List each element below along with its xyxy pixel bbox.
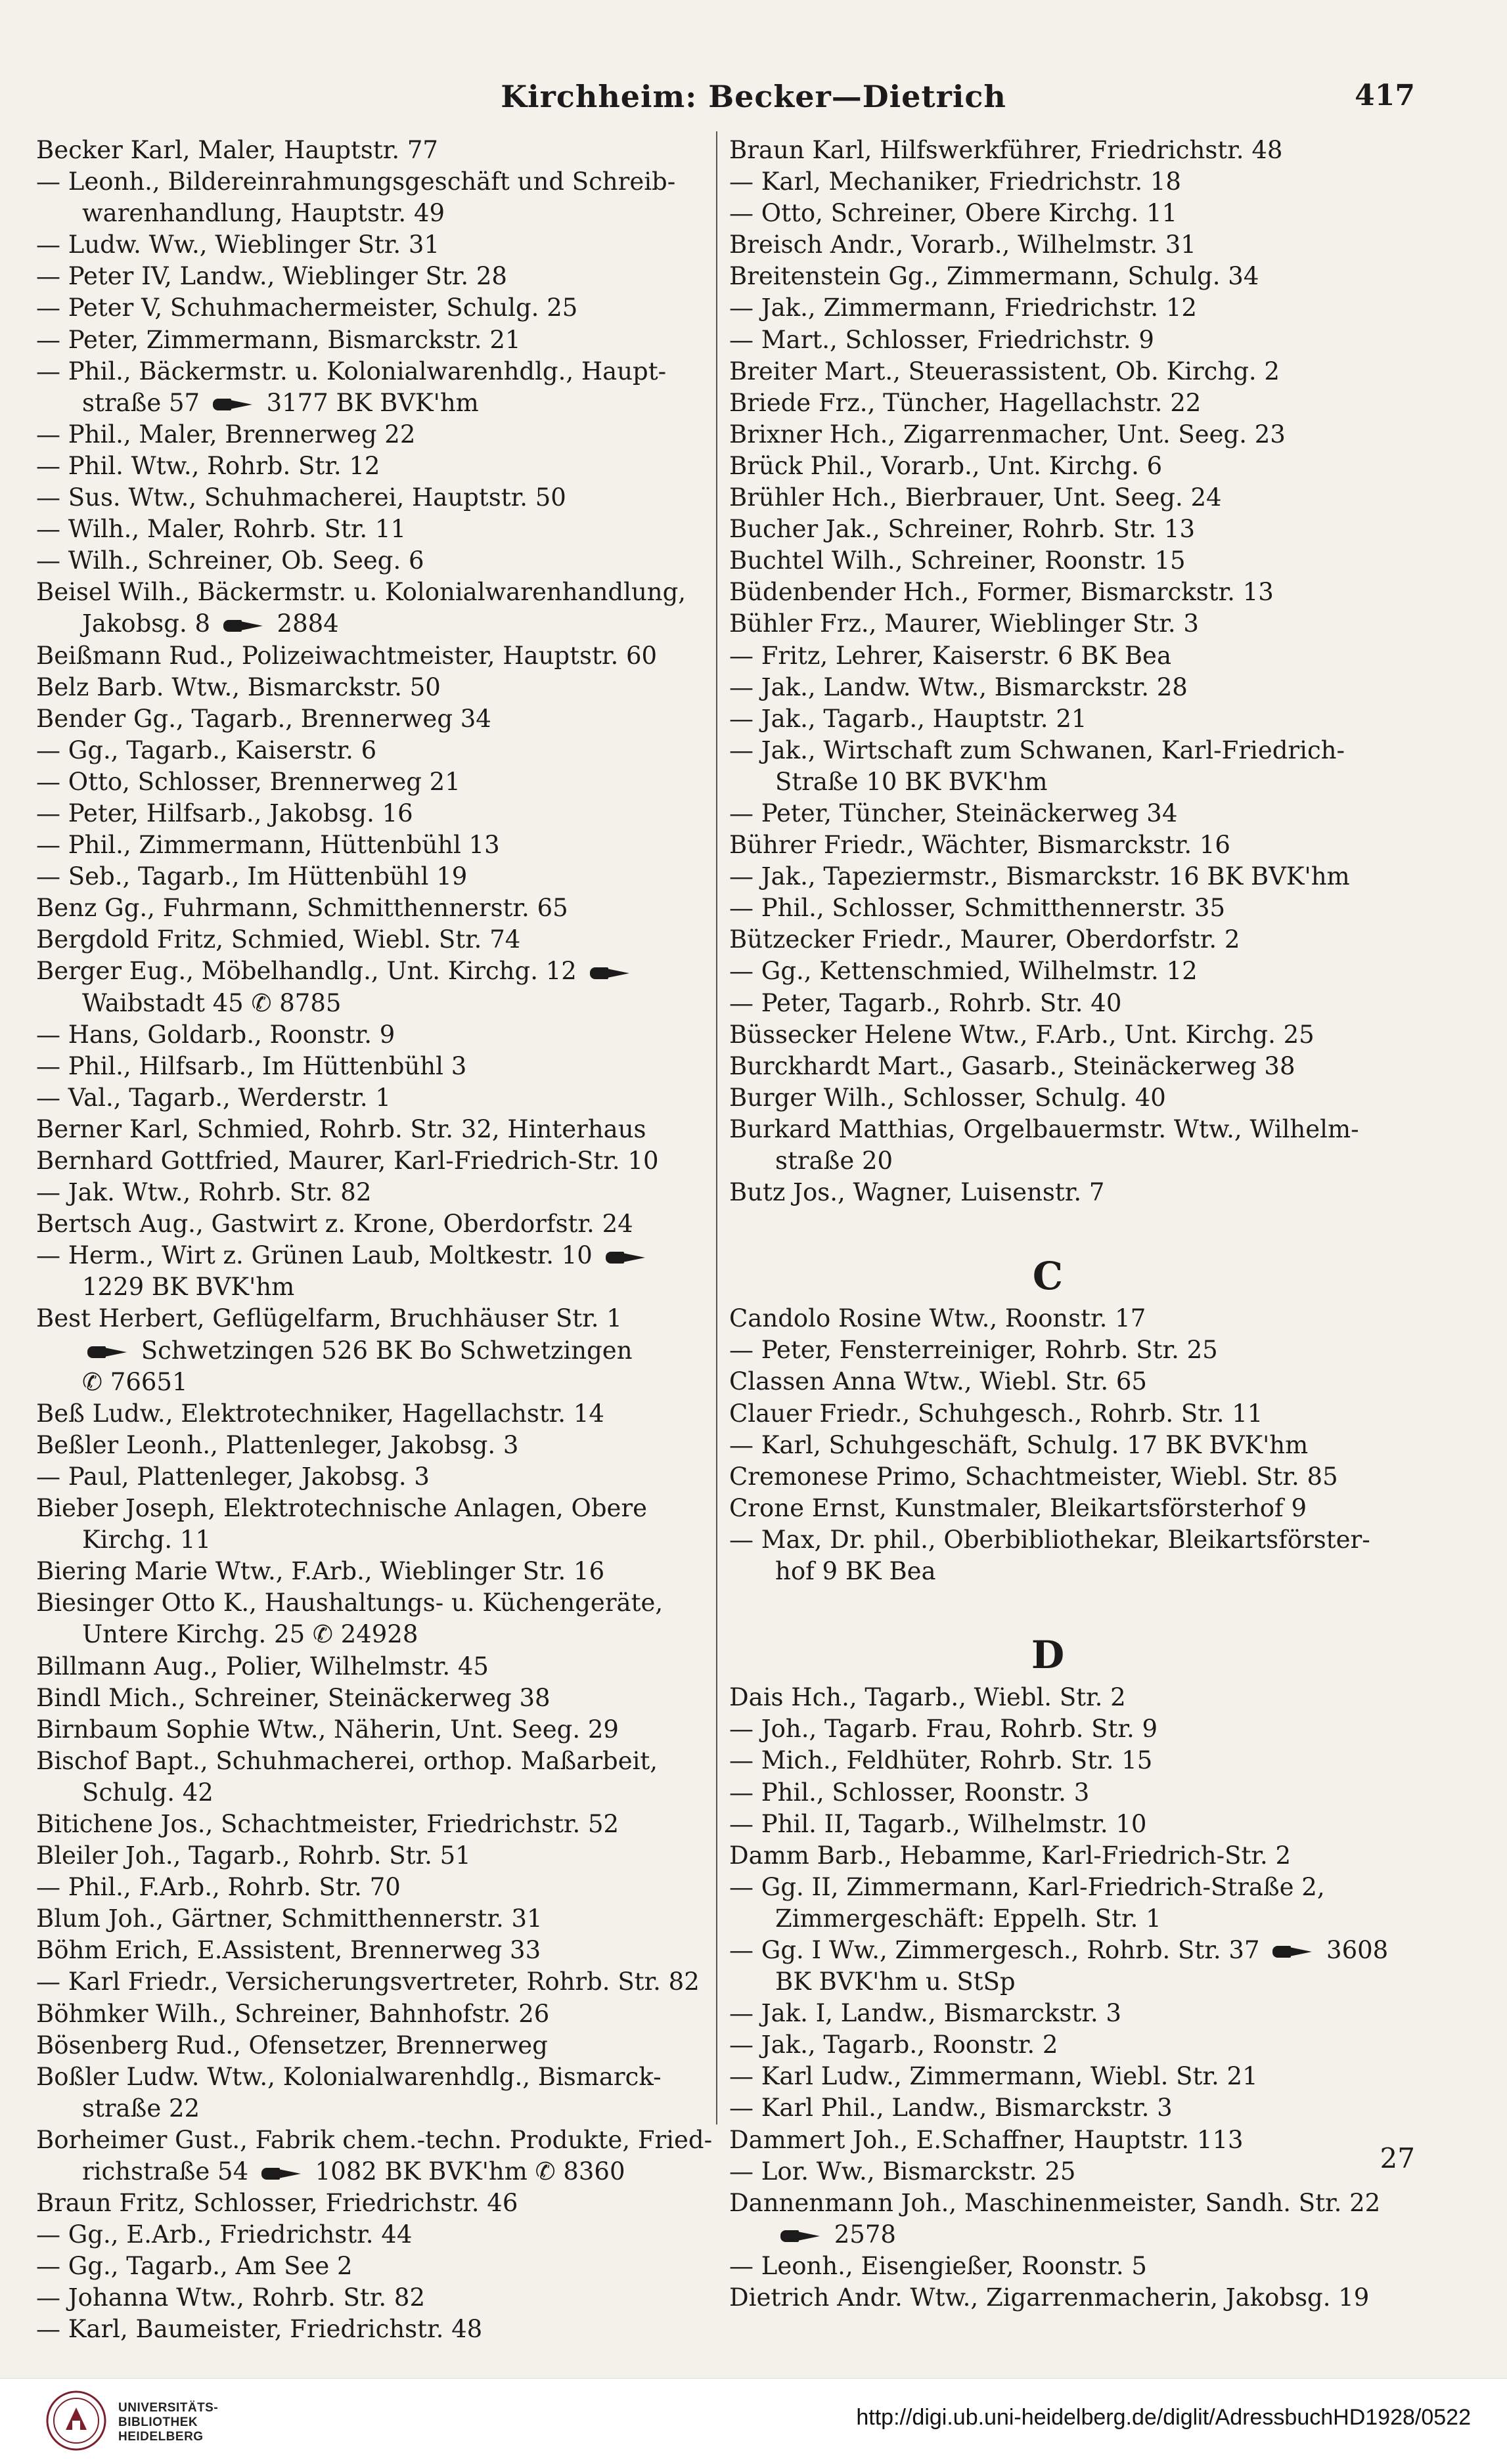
spacer	[729, 1587, 1406, 1619]
directory-entry: — Jak. I, Landw., Bismarckstr. 3	[729, 1999, 1121, 2028]
directory-entry: Buchtel Wilh., Schreiner, Roonstr. 15	[729, 546, 1186, 575]
directory-entry: — Karl Friedr., Versicherungsvertreter, Rohrb. Str. 82	[36, 1968, 700, 1996]
directory-entry: Boßler Ludw. Wtw., Kolonialwarenhdlg., Bismarck-	[36, 2062, 662, 2091]
directory-entry: — Phil., Zimmermann, Hüttenbühl 13	[36, 831, 500, 860]
directory-entry: — Karl Ludw., Zimmermann, Wiebl. Str. 21	[729, 2062, 1258, 2091]
directory-entry: — Peter, Tüncher, Steinäckerweg 34	[729, 799, 1178, 827]
library-logo-text	[118, 2401, 218, 2444]
source-url[interactable]: http://digi.ub.uni-heidelberg.de/diglit/AdressbuchHD1928/0522	[856, 2405, 1471, 2430]
entry-continuation: straße 22	[82, 2094, 200, 2123]
directory-entry: Beisel Wilh., Bäckermstr. u. Kolonialwarenhandlung,	[36, 578, 686, 607]
telephone-icon	[606, 1250, 646, 1265]
directory-entry: — Mich., Feldhüter, Rohrb. Str. 15	[729, 1746, 1153, 1775]
page-number: 417	[1355, 79, 1415, 112]
entry-continuation: ✆ 76651	[82, 1367, 188, 1396]
directory-entry: Briede Frz., Tüncher, Hagellachstr. 22	[729, 388, 1202, 417]
directory-entry: Braun Karl, Hilfswerkführer, Friedrichstr. 48	[729, 136, 1283, 164]
directory-entry: — Herm., Wirt z. Grünen Laub, Moltkestr. 10	[36, 1240, 713, 1271]
footer-bar	[0, 2378, 1507, 2464]
directory-entry: Bitichene Jos., Schachtmeister, Friedrichstr. 52	[36, 1809, 619, 1838]
section-letter: C	[1032, 1254, 1064, 1299]
telegram-icon: ✆	[82, 1367, 103, 1396]
directory-entry: Bindl Mich., Schreiner, Steinäckerweg 38	[36, 1683, 551, 1712]
logo-line-3: HEIDELBERG	[118, 2430, 204, 2444]
directory-entry: Bucher Jak., Schreiner, Rohrb. Str. 13	[729, 515, 1195, 544]
telephone-icon	[590, 966, 631, 980]
telephone-icon	[213, 397, 254, 412]
directory-entry: — Jak., Zimmermann, Friedrichstr. 12	[729, 294, 1197, 322]
telephone-icon	[87, 1345, 128, 1359]
directory-entry: Burkard Matthias, Orgelbauermstr. Wtw., Wilhelm-	[729, 1114, 1359, 1143]
directory-entry: Büdenbender Hch., Former, Bismarckstr. 13	[729, 578, 1274, 607]
directory-entry: Brixner Hch., Zigarrenmacher, Unt. Seeg. 23	[729, 420, 1286, 449]
logo-line-1: UNIVERSITÄTS-	[118, 2401, 219, 2415]
section-letter: D	[1031, 1633, 1065, 1678]
entry-continuation: Untere Kirchg. 25 ✆ 24928	[82, 1620, 418, 1649]
page-header	[0, 79, 1507, 125]
directory-entry: — Phil., Schlosser, Schmitthennerstr. 35	[729, 894, 1226, 923]
directory-entry: — Phil., F.Arb., Rohrb. Str. 70	[36, 1873, 401, 1902]
signature-number: 27	[1380, 2142, 1415, 2174]
directory-entry: Breitenstein Gg., Zimmermann, Schulg. 34	[729, 262, 1259, 291]
directory-entry: Beß Ludw., Elektrotechniker, Hagellachstr. 14	[36, 1399, 604, 1428]
directory-entry: — Mart., Schlosser, Friedrichstr. 9	[729, 325, 1154, 354]
directory-entry: Braun Fritz, Schlosser, Friedrichstr. 46	[36, 2189, 518, 2218]
directory-entry: — Karl Phil., Landw., Bismarckstr. 3	[729, 2094, 1173, 2123]
directory-entry: — Phil., Maler, Brennerweg 22	[36, 420, 416, 449]
directory-entry: — Karl, Baumeister, Friedrichstr. 48	[36, 2315, 483, 2344]
directory-entry: — Karl, Mechaniker, Friedrichstr. 18	[729, 167, 1181, 196]
directory-entry: Breiter Mart., Steuerassistent, Ob. Kirchg. 2	[729, 357, 1280, 385]
directory-entry: — Leonh., Bildereinrahmungsgeschäft und Schreib-	[36, 167, 676, 196]
directory-entry: Bischof Bapt., Schuhmacherei, orthop. Maßarbeit,	[36, 1746, 658, 1775]
directory-entry: — Phil., Hilfsarb., Im Hüttenbühl 3	[36, 1051, 467, 1080]
directory-entry: — Hans, Goldarb., Roonstr. 9	[36, 1020, 395, 1049]
directory-entry: Büssecker Helene Wtw., F.Arb., Unt. Kirchg. 25	[729, 1020, 1315, 1049]
entry-continuation: warenhandlung, Hauptstr. 49	[82, 199, 445, 228]
directory-entry: — Phil. II, Tagarb., Wilhelmstr. 10	[729, 1809, 1147, 1838]
directory-entry: Breisch Andr., Vorarb., Wilhelmstr. 31	[729, 231, 1196, 259]
directory-entry: Bieber Joseph, Elektrotechnische Anlagen, Obere	[36, 1494, 648, 1523]
directory-entry: — Peter IV, Landw., Wieblinger Str. 28	[36, 262, 507, 291]
university-seal-icon	[46, 2390, 106, 2451]
directory-entry: — Paul, Plattenleger, Jakobsg. 3	[36, 1462, 430, 1491]
directory-entry: Birnbaum Sophie Wtw., Näherin, Unt. Seeg. 29	[36, 1715, 619, 1744]
telephone-icon	[261, 2167, 302, 2181]
directory-entry: — Otto, Schlosser, Brennerweg 21	[36, 767, 461, 796]
directory-entry: — Gg., Kettenschmied, Wilhelmstr. 12	[729, 957, 1198, 986]
directory-entry: — Leonh., Eisengießer, Roonstr. 5	[729, 2251, 1147, 2280]
directory-entry: Brühler Hch., Bierbrauer, Unt. Seeg. 24	[729, 483, 1222, 512]
directory-entry: Berner Karl, Schmied, Rohrb. Str. 32, Hinterhaus	[36, 1114, 646, 1143]
directory-entry: — Jak., Tagarb., Hauptstr. 21	[729, 704, 1087, 733]
directory-entry: — Peter V, Schuhmachermeister, Schulg. 25	[36, 294, 578, 322]
directory-entry: — Jak., Tapeziermstr., Bismarckstr. 16 BK BVK'hm	[729, 862, 1350, 891]
directory-entry: Bleiler Joh., Tagarb., Rohrb. Str. 51	[36, 1841, 471, 1870]
directory-entry: — Gg. II, Zimmermann, Karl-Friedrich-Straße 2,	[729, 1872, 1325, 1901]
directory-entry: — Phil., Schlosser, Roonstr. 3	[729, 1778, 1090, 1807]
directory-entry: — Lor. Ww., Bismarckstr. 25	[729, 2157, 1076, 2186]
directory-entry: — Karl, Schuhgeschäft, Schulg. 17 BK BVK'hm	[729, 1430, 1309, 1459]
directory-entry: — Jak., Tagarb., Roonstr. 2	[729, 2031, 1058, 2059]
directory-entry: — Wilh., Maler, Rohrb. Str. 11	[36, 515, 407, 544]
directory-entry: Benz Gg., Fuhrmann, Schmitthennerstr. 65	[36, 894, 568, 923]
directory-entry: Billmann Aug., Polier, Wilhelmstr. 45	[36, 1652, 489, 1681]
directory-entry: Candolo Rosine Wtw., Roonstr. 17	[729, 1304, 1146, 1333]
right-column	[729, 135, 1406, 2314]
directory-entry: Dietrich Andr. Wtw., Zigarrenmacherin, Jakobsg. 19	[729, 2283, 1370, 2312]
directory-entry: — Jak., Landw. Wtw., Bismarckstr. 28	[729, 672, 1188, 701]
directory-entry: — Peter, Zimmermann, Bismarckstr. 21	[36, 325, 521, 354]
directory-entry: — Joh., Tagarb. Frau, Rohrb. Str. 9	[729, 1715, 1158, 1744]
directory-entry: — Gg., Tagarb., Kaiserstr. 6	[36, 736, 377, 764]
telegram-icon: ✆	[312, 1620, 333, 1649]
directory-entry: — Sus. Wtw., Schuhmacherei, Hauptstr. 50	[36, 483, 566, 512]
telephone-icon	[1272, 1945, 1313, 1959]
directory-entry: Best Herbert, Geflügelfarm, Bruchhäuser Str. 1	[36, 1304, 622, 1333]
directory-entry: Butz Jos., Wagner, Luisenstr. 7	[729, 1178, 1105, 1207]
directory-entry: Bösenberg Rud., Ofensetzer, Brennerweg	[36, 2031, 548, 2059]
directory-entry: Bühler Frz., Maurer, Wieblinger Str. 3	[729, 609, 1199, 638]
directory-entry: Belz Barb. Wtw., Bismarckstr. 50	[36, 672, 441, 701]
directory-entry: Cremonese Primo, Schachtmeister, Wiebl. Str. 85	[729, 1462, 1338, 1491]
column-divider	[716, 131, 717, 2124]
directory-entry: — Gg., Tagarb., Am See 2	[36, 2252, 353, 2281]
directory-entry: — Peter, Fensterreiniger, Rohrb. Str. 25	[729, 1336, 1218, 1365]
directory-entry: Dannenmann Joh., Maschinenmeister, Sandh. Str. 22	[729, 2188, 1381, 2217]
telephone-icon	[780, 2229, 821, 2243]
directory-entry: Becker Karl, Maler, Hauptstr. 77	[36, 136, 438, 164]
telegram-icon: ✆	[535, 2157, 556, 2186]
entry-continuation: Waibstadt 45 ✆ 8785	[82, 988, 342, 1017]
directory-entry: Bender Gg., Tagarb., Brennerweg 34	[36, 704, 491, 733]
entry-continuation: richstraße 54 1082 BK BVK'hm ✆ 8360	[82, 2157, 625, 2186]
directory-entry: Böhmker Wilh., Schreiner, Bahnhofstr. 26	[36, 1999, 550, 2028]
entry-continuation: Schulg. 42	[82, 1778, 214, 1807]
directory-entry: Bergdold Fritz, Schmied, Wiebl. Str. 74	[36, 925, 521, 954]
directory-entry: Damm Barb., Hebamme, Karl-Friedrich-Str. 2	[729, 1841, 1292, 1870]
directory-entry: — Ludw. Ww., Wieblinger Str. 31	[36, 231, 440, 259]
directory-entry: Beißmann Rud., Polizeiwachtmeister, Hauptstr. 60	[36, 641, 658, 670]
directory-entry: Bertsch Aug., Gastwirt z. Krone, Oberdorfstr. 24	[36, 1210, 633, 1239]
directory-entry: — Wilh., Schreiner, Ob. Seeg. 6	[36, 546, 424, 575]
entry-continuation: Schwetzingen 526 BK Bo Schwetzingen	[36, 1335, 713, 1367]
directory-entry: Classen Anna Wtw., Wiebl. Str. 65	[729, 1367, 1147, 1396]
left-column	[36, 135, 713, 2346]
entry-continuation: Straße 10 BK BVK'hm	[775, 767, 1048, 796]
telephone-icon	[223, 619, 264, 633]
directory-entry: — Peter, Hilfsarb., Jakobsg. 16	[36, 799, 413, 827]
directory-entry: — Gg., E.Arb., Friedrichstr. 44	[36, 2220, 413, 2249]
page-title: Kirchheim: Becker—Dietrich	[501, 79, 1006, 114]
directory-entry: — Otto, Schreiner, Obere Kirchg. 11	[729, 199, 1178, 228]
directory-entry: Burger Wilh., Schlosser, Schulg. 40	[729, 1083, 1166, 1112]
directory-entry: Berger Eug., Möbelhandlg., Unt. Kirchg. 12	[36, 956, 713, 987]
entry-continuation: hof 9 BK Bea	[775, 1557, 936, 1586]
directory-entry: Biering Marie Wtw., F.Arb., Wieblinger Str. 16	[36, 1557, 605, 1586]
directory-entry: Blum Joh., Gärtner, Schmitthennerstr. 31	[36, 1904, 543, 1933]
entry-continuation: 2578	[729, 2219, 1406, 2251]
entry-continuation: straße 20	[775, 1147, 893, 1175]
directory-entry: — Jak. Wtw., Rohrb. Str. 82	[36, 1178, 372, 1207]
directory-entry: — Gg. I Ww., Zimmergesch., Rohrb. Str. 37 3608	[729, 1935, 1389, 1964]
entry-continuation: BK BVK'hm u. StSp	[775, 1968, 1016, 1996]
logo-line-2: BIBLIOTHEK	[118, 2415, 198, 2429]
directory-entry: — Jak., Wirtschaft zum Schwanen, Karl-Friedrich-	[729, 736, 1345, 764]
entry-continuation: 1229 BK BVK'hm	[82, 1273, 295, 1302]
directory-entry: — Seb., Tagarb., Im Hüttenbühl 19	[36, 862, 468, 891]
directory-entry: Dammert Joh., E.Schaffner, Hauptstr. 113	[729, 2125, 1244, 2154]
directory-entry: Borheimer Gust., Fabrik chem.-techn. Produkte, Fried-	[36, 2125, 713, 2154]
directory-entry: — Peter, Tagarb., Rohrb. Str. 40	[729, 988, 1122, 1017]
directory-entry: — Max, Dr. phil., Oberbibliothekar, Bleikartsförster-	[729, 1525, 1370, 1554]
entry-continuation: Zimmergeschäft: Eppelh. Str. 1	[775, 1904, 1161, 1933]
directory-entry: Bernhard Gottfried, Maurer, Karl-Friedrich-Str. 10	[36, 1147, 659, 1175]
directory-entry: Crone Ernst, Kunstmaler, Bleikartsförsterhof 9	[729, 1493, 1307, 1522]
directory-entry: Bührer Friedr., Wächter, Bismarckstr. 16	[729, 831, 1230, 860]
directory-entry: Böhm Erich, E.Assistent, Brennerweg 33	[36, 1936, 541, 1965]
directory-entry: Clauer Friedr., Schuhgesch., Rohrb. Str. 11	[729, 1399, 1263, 1428]
directory-entry: — Phil., Bäckermstr. u. Kolonialwarenhdlg., Haupt-	[36, 357, 667, 385]
telegram-icon: ✆	[251, 988, 272, 1017]
entry-continuation: Kirchg. 11	[82, 1526, 212, 1554]
directory-entry: — Fritz, Lehrer, Kaiserstr. 6 BK Bea	[729, 641, 1172, 670]
directory-entry: Burckhardt Mart., Gasarb., Steinäckerweg 38	[729, 1051, 1295, 1080]
directory-entry: Brück Phil., Vorarb., Unt. Kirchg. 6	[729, 451, 1163, 480]
directory-entry: Dais Hch., Tagarb., Wiebl. Str. 2	[729, 1683, 1126, 1712]
directory-entry: Bützecker Friedr., Maurer, Oberdorfstr. 2	[729, 925, 1240, 954]
directory-entry: Biesinger Otto K., Haushaltungs- u. Küchengeräte,	[36, 1589, 664, 1617]
entry-continuation: straße 57 3177 BK BVK'hm	[82, 388, 479, 417]
directory-entry: Beßler Leonh., Plattenleger, Jakobsg. 3	[36, 1430, 519, 1459]
entry-continuation: Jakobsg. 8 2884	[82, 609, 339, 638]
spacer	[729, 1208, 1406, 1240]
directory-entry: — Johanna Wtw., Rohrb. Str. 82	[36, 2283, 425, 2312]
directory-entry: — Val., Tagarb., Werderstr. 1	[36, 1083, 391, 1112]
directory-entry: — Phil. Wtw., Rohrb. Str. 12	[36, 451, 380, 480]
